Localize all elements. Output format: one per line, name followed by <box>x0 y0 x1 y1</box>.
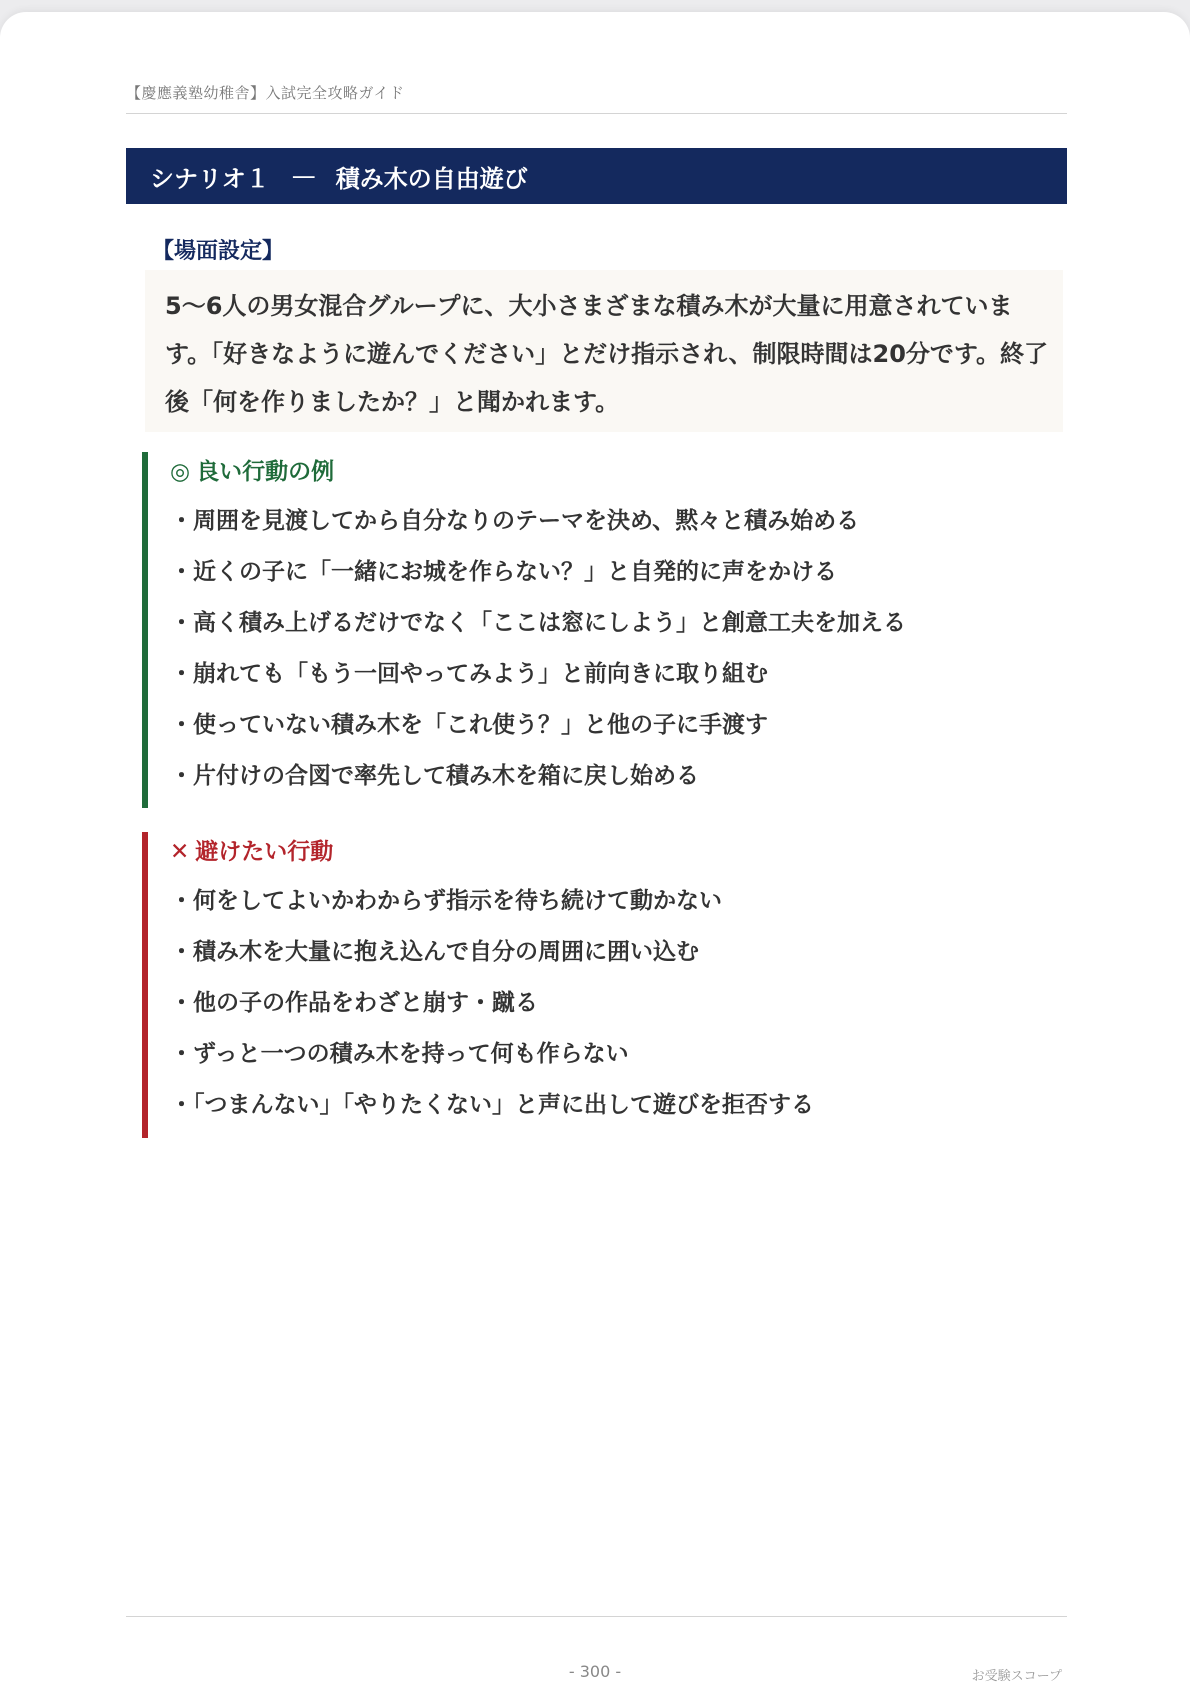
scenario-number: シナリオ１ <box>150 164 270 193</box>
header-divider <box>126 113 1067 114</box>
list-item: ・近くの子に「一緒にお城を作らない？」と自発的に声をかける <box>170 559 837 585</box>
document-page <box>0 12 1190 1688</box>
list-item: ・積み木を大量に抱え込んで自分の周囲に囲い込む <box>170 939 699 965</box>
setting-heading: 【場面設定】 <box>152 239 285 264</box>
good-behavior-title: 良い行動の例 <box>196 459 335 485</box>
running-header: 【慶應義塾幼稚舎】入試完全攻略ガイド <box>126 84 405 102</box>
page-number: - 300 - <box>568 1662 622 1681</box>
list-item: ・崩れても「もう一回やってみよう」と前向きに取り組む <box>170 661 768 687</box>
footer-divider <box>126 1616 1067 1617</box>
list-item: ・片付けの合図で率先して積み木を箱に戻し始める <box>170 763 699 789</box>
list-item: ・何をしてよいかわからず指示を待ち続けて動かない <box>170 888 722 914</box>
good-behavior-list <box>170 496 1062 802</box>
banner-dash: — <box>291 162 316 190</box>
list-item: ・高く積み上げるだけでなく「ここは窓にしよう」と創意工夫を加える <box>170 610 906 636</box>
list-item: ・使っていない積み木を「これ使う？」と他の子に手渡す <box>170 712 768 738</box>
good-behavior-section <box>142 452 1062 808</box>
list-item: ・「つまんない」「やりたくない」と声に出して遊びを拒否する <box>170 1092 814 1118</box>
list-item: ・ずっと一つの積み木を持って何も作らない <box>170 1041 629 1067</box>
list-item: ・他の子の作品をわざと崩す・蹴る <box>170 990 538 1016</box>
list-item: ・周囲を見渡してから自分なりのテーマを決め、黙々と積み始める <box>170 508 860 534</box>
bad-behavior-list <box>170 876 1062 1131</box>
bad-behavior-section <box>142 832 1062 1138</box>
setting-description: 5〜6人の男女混合グループに、大小さまざまな積み木が大量に用意されています。「好きなように遊んでください」とだけ指示され、制限時間は20分です。終了後「何を作りましたか？」と聞かれます。 <box>145 270 1063 432</box>
cross-icon: ✕ <box>170 839 190 865</box>
double-circle-icon: ◎ <box>170 459 191 485</box>
good-behavior-heading <box>170 454 1062 490</box>
scenario-title: 積み木の自由遊び <box>335 164 528 193</box>
footer-brand: お受験スコープ <box>971 1669 1062 1684</box>
bad-behavior-heading <box>170 834 1062 870</box>
bad-behavior-title: 避けたい行動 <box>195 839 334 865</box>
scenario-banner <box>126 148 1067 204</box>
